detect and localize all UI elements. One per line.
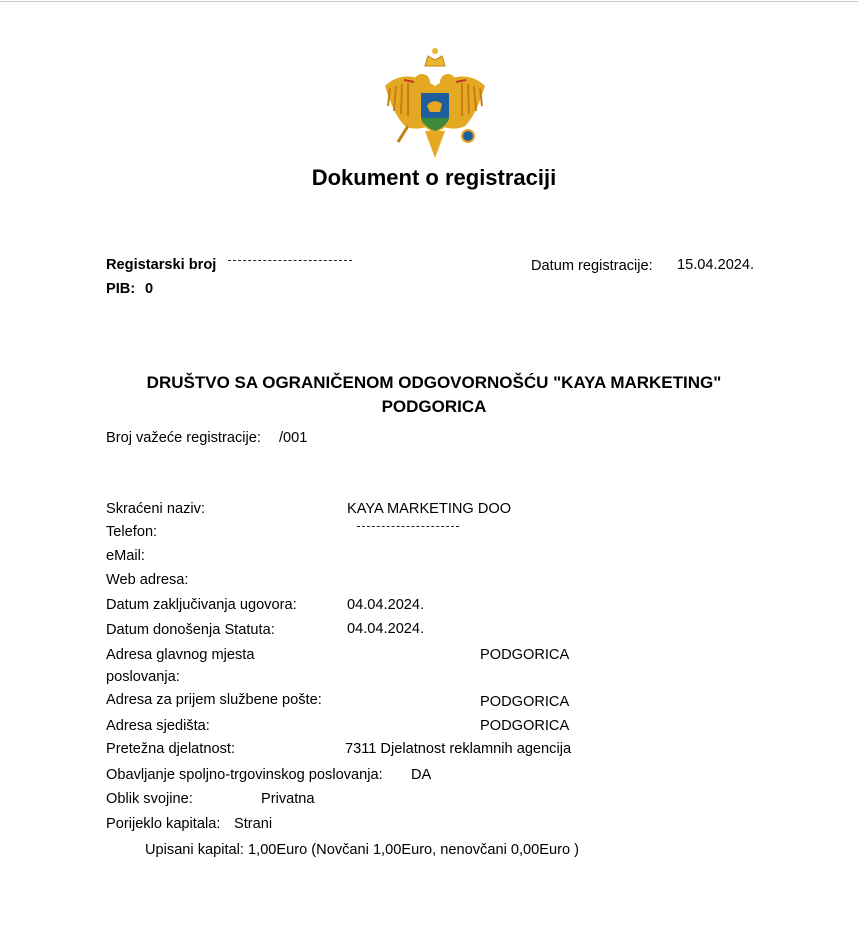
page-top-border	[0, 1, 858, 2]
company-name-line1: DRUŠTVO SA OGRANIČENOM ODGOVORNOŠĆU "KAYA MARKETING"	[146, 373, 722, 392]
short-name-label: Skraćeni naziv:	[106, 501, 205, 517]
contract-date-value: 04.04.2024.	[347, 597, 425, 613]
seat-address-value: PODGORICA	[480, 718, 570, 734]
registration-date-label: Datum registracije:	[531, 258, 653, 274]
registration-date-value: 15.04.2024.	[677, 257, 755, 273]
short-name-value: KAYA MARKETING DOO	[347, 501, 512, 517]
contract-date-label: Datum zaključivanja ugovora:	[106, 597, 297, 613]
valid-registration-label: Broj važeće registracije:	[106, 430, 261, 446]
phone-label: Telefon:	[106, 524, 158, 540]
valid-registration-value: /001	[279, 430, 308, 446]
document-title: Dokument o registraciji	[311, 165, 557, 190]
activity-label: Pretežna djelatnost:	[106, 741, 235, 757]
company-name-line2: PODGORICA	[381, 397, 487, 416]
capital-origin-label: Porijeklo kapitala:	[106, 816, 221, 832]
main-place-value: PODGORICA	[480, 647, 570, 663]
seat-address-label: Adresa sjedišta:	[106, 718, 210, 734]
statute-date-label: Datum donošenja Statuta:	[106, 622, 275, 638]
statute-date-value: 04.04.2024.	[347, 621, 425, 637]
montenegro-coat-of-arms-icon	[380, 46, 490, 166]
activity-value: 7311 Djelatnost reklamnih agencija	[345, 741, 572, 757]
pib-label: PIB:	[106, 281, 136, 297]
main-place-label-line2: poslovanja:	[106, 669, 180, 685]
ownership-label: Oblik svojine:	[106, 791, 193, 807]
web-label: Web adresa:	[106, 572, 189, 588]
registration-number-label: Registarski broj	[106, 257, 217, 273]
capital-origin-value: Strani	[234, 816, 273, 832]
registration-number-redacted	[228, 260, 352, 265]
foreign-trade-label: Obavljanje spoljno-trgovinskog poslovanja:	[106, 767, 383, 783]
mail-address-label: Adresa za prijem službene pošte:	[106, 692, 322, 708]
main-place-label-line1: Adresa glavnog mjesta	[106, 647, 255, 663]
pib-value: 0	[145, 281, 154, 297]
phone-redacted	[357, 526, 459, 531]
email-label: eMail:	[106, 548, 145, 564]
ownership-value: Privatna	[261, 791, 315, 807]
mail-address-value: PODGORICA	[480, 694, 570, 710]
subscribed-capital: Upisani kapital: 1,00Euro (Novčani 1,00Euro, nenovčani 0,00Euro )	[145, 842, 580, 858]
foreign-trade-value: DA	[411, 767, 432, 783]
